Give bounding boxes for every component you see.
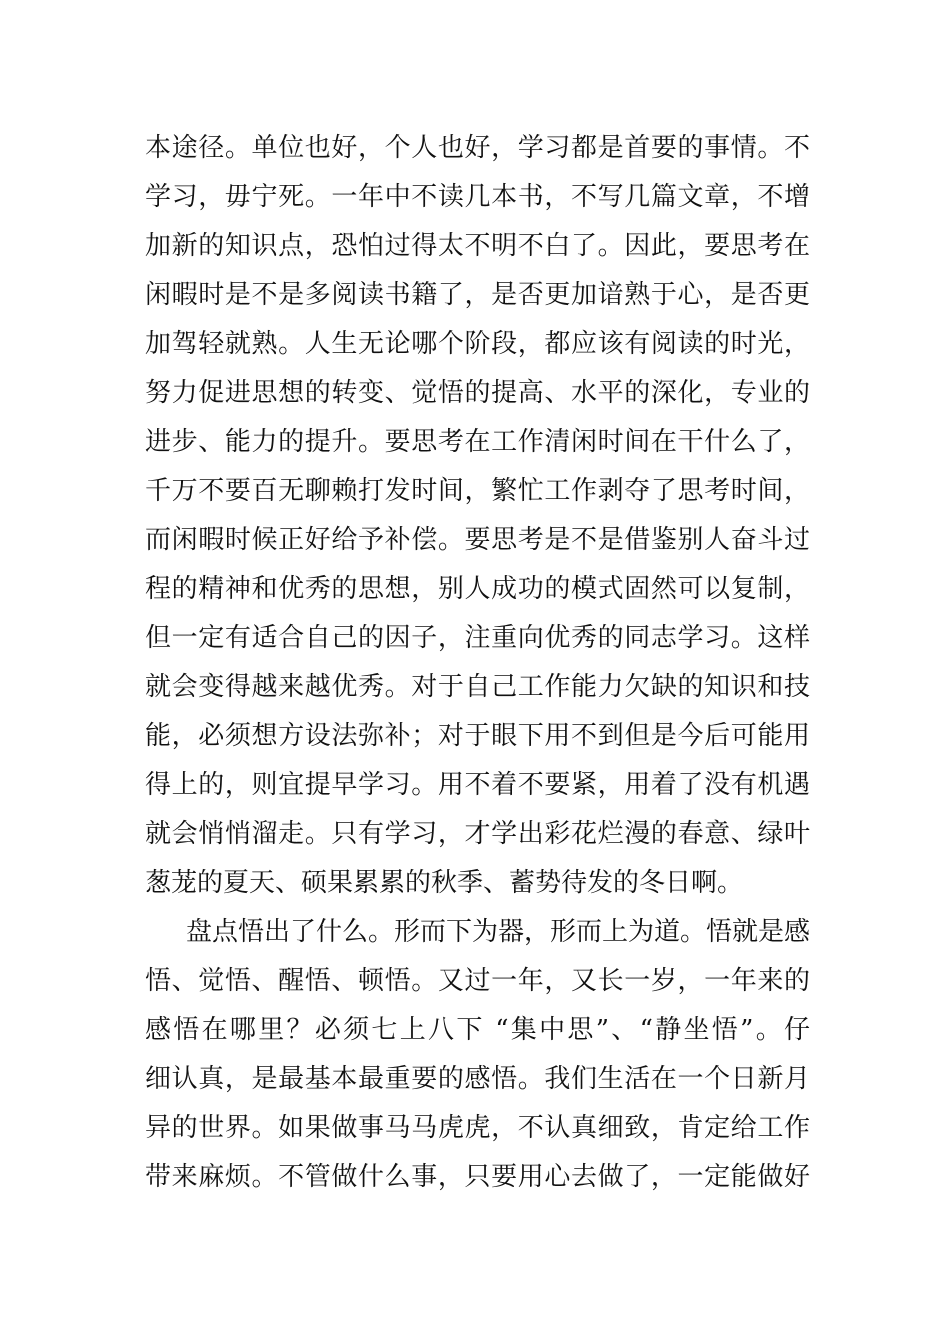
text-line: 带来麻烦。不管做什么事，只要用心去做了，一定能做好	[145, 1162, 810, 1192]
text-line: 细认真，是最基本最重要的感悟。我们生活在一个日新月	[145, 1064, 810, 1094]
text-line: 得上的，则宜提早学习。用不着不要紧，用着了没有机遇	[145, 770, 810, 800]
text-line: 进步、能力的提升。要思考在工作清闲时间在干什么了，	[145, 427, 810, 457]
text-line: 程的精神和优秀的思想，别人成功的模式固然可以复制，	[145, 574, 810, 604]
text-line: 盘点悟出了什么。形而下为器，形而上为道。悟就是感	[186, 917, 810, 947]
text-line: 悟、觉悟、醒悟、顿悟。又过一年，又长一岁，一年来的	[145, 966, 810, 996]
text-line: 加驾轻就熟。人生无论哪个阶段，都应该有阅读的时光，	[145, 329, 810, 359]
text-line: 闲暇时是不是多阅读书籍了，是否更加谙熟于心，是否更	[145, 280, 810, 310]
text-line: 努力促进思想的转变、觉悟的提高、水平的深化，专业的	[145, 378, 810, 408]
text-line: 感悟在哪里？必须七上八下 “集中思”、“静坐悟”。仔	[145, 1015, 810, 1045]
text-line: 异的世界。如果做事马马虎虎，不认真细致，肯定给工作	[145, 1113, 810, 1143]
text-line: 就会悄悄溜走。只有学习，才学出彩花烂漫的春意、绿叶	[145, 819, 810, 849]
text-line: 学习，毋宁死。一年中不读几本书，不写几篇文章，不增	[145, 182, 810, 212]
text-line: 能，必须想方设法弥补；对于眼下用不到但是今后可能用	[145, 721, 810, 751]
text-line: 本途径。单位也好，个人也好，学习都是首要的事情。不	[145, 133, 810, 163]
text-line: 千万不要百无聊赖打发时间，繁忙工作剥夺了思考时间，	[145, 476, 810, 506]
text-line: 而闲暇时候正好给予补偿。要思考是不是借鉴别人奋斗过	[145, 525, 810, 555]
text-line: 但一定有适合自己的因子，注重向优秀的同志学习。这样	[145, 623, 810, 653]
text-line: 葱茏的夏天、硕果累累的秋季、蓄势待发的冬日啊。	[145, 868, 744, 898]
text-line: 加新的知识点，恐怕过得太不明不白了。因此，要思考在	[145, 231, 810, 261]
text-line: 就会变得越来越优秀。对于自己工作能力欠缺的知识和技	[145, 672, 810, 702]
